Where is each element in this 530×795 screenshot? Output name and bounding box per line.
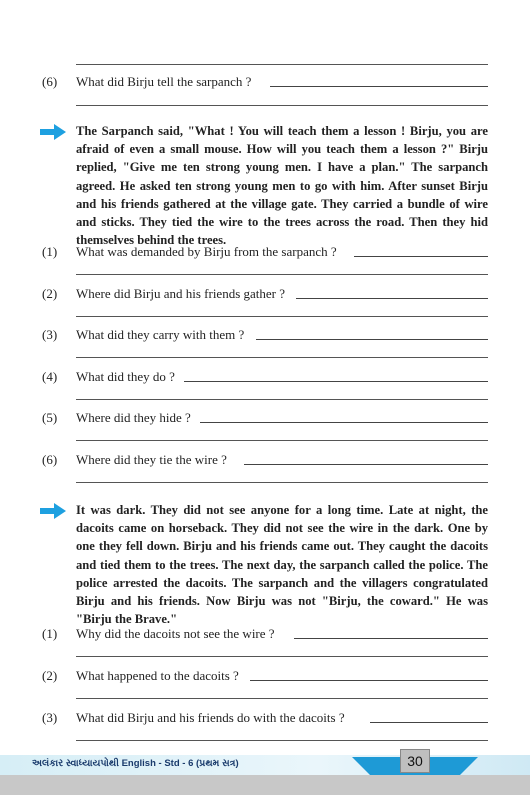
answer-line[interactable]: [76, 399, 488, 400]
answer-fill-line[interactable]: [256, 339, 488, 340]
question-number: (1): [42, 626, 58, 641]
passage-paragraph: The Sarpanch said, "What ! You will teach them a lesson ! Birju, you are afraid of even a small mouse. How will you teach them a lesson ?" Birju replied, "Give me ten strong young men. I have a plan." The sarpanch agreed. He asked ten strong young men to go with him. After sunset Birju and his friends gathered at the village gate. They carried a bundle of wire and sticks. They tied the wire to the trees across the road. Then they hid themselves behind the trees.: [76, 124, 488, 248]
answer-line: [76, 64, 488, 65]
answer-fill-line[interactable]: [200, 422, 488, 423]
question-number: (4): [42, 369, 58, 384]
answer-line[interactable]: [76, 274, 488, 275]
answer-line[interactable]: [76, 357, 488, 358]
question-text: What did they carry with them ?: [76, 327, 245, 342]
footer-book-title: અલંકાર સ્વાધ્યાયપોથી English - Std - 6 (પ્રથમ સત્ર): [32, 758, 239, 769]
question-number: (5): [42, 410, 58, 425]
answer-line[interactable]: [76, 482, 488, 483]
question-number: (3): [42, 710, 58, 725]
answer-line[interactable]: [76, 656, 488, 657]
answer-fill-line[interactable]: [294, 638, 488, 639]
answer-fill-line[interactable]: [354, 256, 488, 257]
question-text: What was demanded by Birju from the sarpanch ?: [76, 244, 337, 259]
answer-line[interactable]: [76, 105, 488, 106]
answer-fill-line[interactable]: [370, 722, 488, 723]
question-number: (1): [42, 244, 58, 259]
question-text: What happened to the dacoits ?: [76, 668, 239, 683]
page-number: 30: [400, 749, 430, 773]
answer-line[interactable]: [76, 316, 488, 317]
question-number: (3): [42, 327, 58, 342]
question-number: (2): [42, 286, 58, 301]
answer-fill-line[interactable]: [270, 86, 488, 87]
answer-fill-line[interactable]: [244, 464, 488, 465]
question-text: Why did the dacoits not see the wire ?: [76, 626, 275, 641]
answer-line[interactable]: [76, 440, 488, 441]
question-text: What did Birju tell the sarpanch ?: [76, 74, 252, 89]
answer-line[interactable]: [76, 740, 488, 741]
arrow-icon: [40, 503, 66, 519]
question-number: (6): [42, 452, 58, 467]
question-text: Where did Birju and his friends gather ?: [76, 286, 286, 301]
answer-fill-line[interactable]: [250, 680, 488, 681]
page-footer: [0, 747, 530, 795]
question-text: Where did they hide ?: [76, 410, 191, 425]
answer-fill-line[interactable]: [184, 381, 488, 382]
question-number: (2): [42, 668, 58, 683]
question-text: What did they do ?: [76, 369, 175, 384]
question-text: What did Birju and his friends do with the dacoits ?: [76, 710, 345, 725]
question-number: (6): [42, 74, 58, 89]
answer-fill-line[interactable]: [296, 298, 488, 299]
question-text: Where did they tie the wire ?: [76, 452, 227, 467]
arrow-icon: [40, 124, 66, 140]
passage-paragraph: It was dark. They did not see anyone for a long time. Late at night, the dacoits came on horseback. They did not see the wire in the dark. One by one they fell down. Birju and his friends came out. They caught the dacoits and tied them to the trees. The next day, the sarpanch called the police. The police arrested the dacoits. The sarpanch and the villagers congratulated Birju and his friends. Now Birju was not "Birju, the coward." He was "Birju the Brave.": [76, 503, 488, 627]
answer-line[interactable]: [76, 698, 488, 699]
footer-bottom-bar: [0, 775, 530, 795]
